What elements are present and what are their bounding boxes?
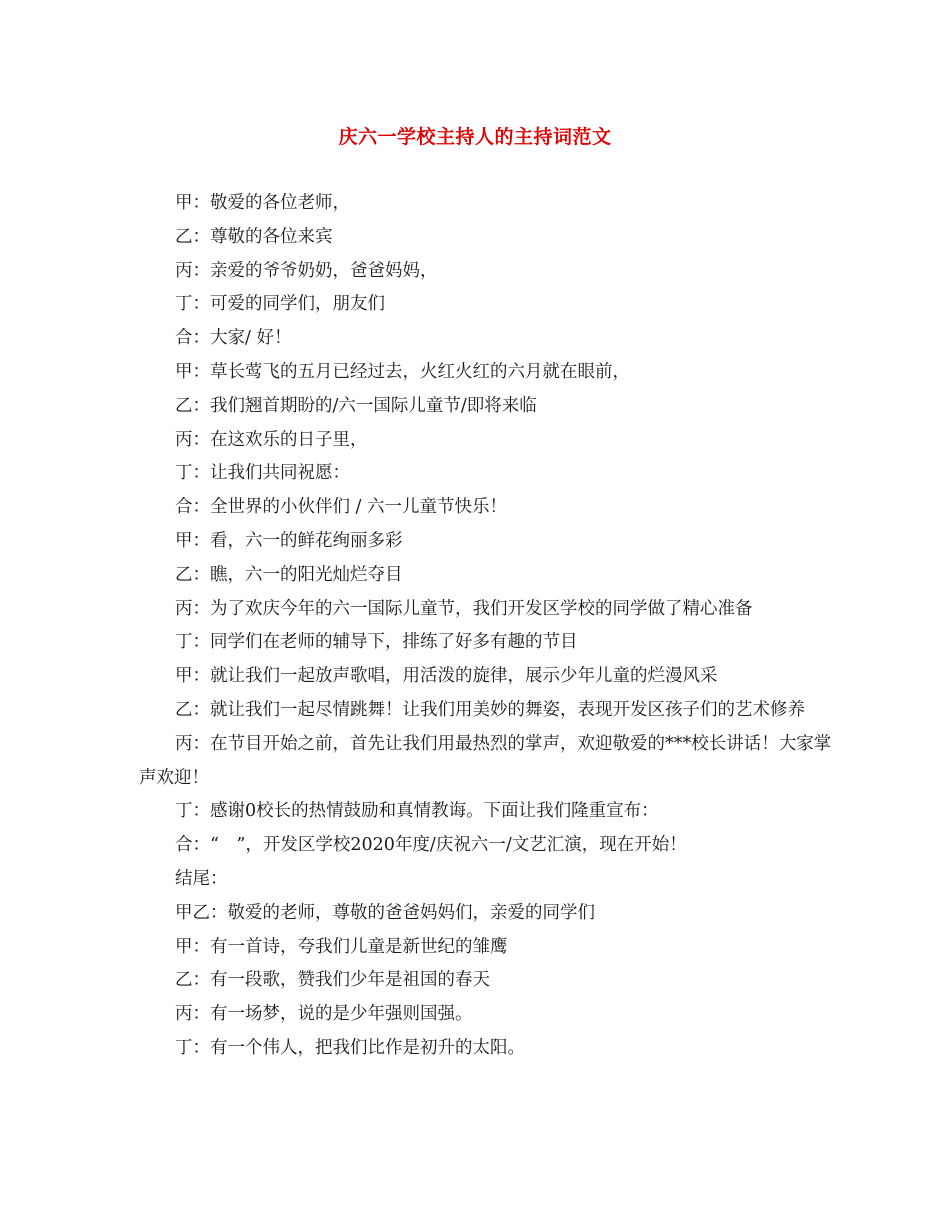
line-21: 甲乙：敬爱的老师，尊敬的爸爸妈妈们，亲爱的同学们 bbox=[175, 902, 595, 923]
line-18: 丁：感谢0校长的热情鼓励和真情教诲。下面让我们隆重宣布： bbox=[175, 801, 659, 822]
line-17: 丙：在节目开始之前，首先让我们用最热烈的掌声，欢迎敬爱的***校长讲话！大家掌声欢迎！ bbox=[139, 733, 832, 788]
line-25: 丁：有一个伟人，把我们比作是初升的太阳。 bbox=[175, 1037, 525, 1058]
line-23: 乙：有一段歌，赞我们少年是祖国的春天 bbox=[175, 970, 490, 991]
line-10: 合：全世界的小伙伴们 / 六一儿童节快乐！ bbox=[175, 497, 508, 518]
line-3: 丙：亲爱的爷爷奶奶，爸爸妈妈， bbox=[175, 260, 438, 281]
document-body bbox=[139, 187, 839, 1066]
line-16: 乙：就让我们一起尽情跳舞！让我们用美妙的舞姿，表现开发区孩子们的艺术修养 bbox=[175, 699, 805, 720]
line-2: 乙：尊敬的各位来宾 bbox=[175, 226, 333, 247]
line-24: 丙：有一场梦，说的是少年强则国强。 bbox=[175, 1004, 473, 1025]
document-title: 庆六一学校主持人的主持词范文 bbox=[338, 126, 612, 148]
line-11: 甲：看，六一的鲜花绚丽多彩 bbox=[175, 530, 403, 551]
line-20: 结尾： bbox=[175, 868, 228, 889]
line-5: 合：大家/ 好！ bbox=[175, 328, 292, 349]
line-8: 丙：在这欢乐的日子里， bbox=[175, 429, 368, 450]
line-22: 甲：有一首诗，夸我们儿童是新世纪的雏鹰 bbox=[175, 936, 508, 957]
line-12: 乙：瞧，六一的阳光灿烂夺目 bbox=[175, 564, 403, 585]
line-6: 甲：草长莺飞的五月已经过去，火红火红的六月就在眼前， bbox=[175, 361, 630, 382]
line-7: 乙：我们翘首期盼的/六一国际儿童节/即将来临 bbox=[175, 395, 537, 416]
line-9: 丁：让我们共同祝愿： bbox=[175, 463, 350, 484]
line-13: 丙：为了欢庆今年的六一国际儿童节，我们开发区学校的同学做了精心准备 bbox=[175, 598, 753, 619]
line-19: 合：“ ”，开发区学校2020年度/庆祝六一/文艺汇演，现在开始！ bbox=[175, 835, 687, 856]
line-15: 甲：就让我们一起放声歌唱，用活泼的旋律，展示少年儿童的烂漫风采 bbox=[175, 666, 718, 687]
line-1: 甲：敬爱的各位老师， bbox=[175, 193, 350, 213]
line-4: 丁：可爱的同学们，朋友们 bbox=[175, 294, 385, 315]
line-14: 丁：同学们在老师的辅导下，排练了好多有趣的节目 bbox=[175, 632, 578, 653]
